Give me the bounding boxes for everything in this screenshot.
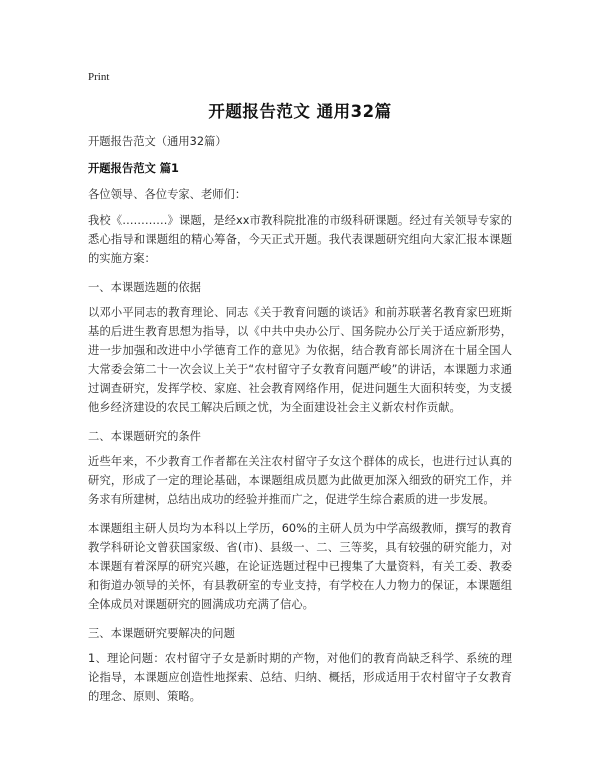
- document-body: [88, 132, 512, 716]
- page-title: 开题报告范文 通用32篇: [208, 102, 392, 121]
- paragraph-2: 近些年来，不少教育工作者都在关注农村留守子女这个群体的成长，也进行过认真的研究，形成了一定的理论基础，本课题组成员愿为此做更加深入细致的研究工作，并务求有所建树，总结出成功的经验并推而广之，促进学生综合素质的进一步发展。: [88, 455, 512, 506]
- intro-paragraph: 我校《…………》课题，是经xx市教科院批准的市级科研课题。经过有关领导专家的悉心指导和课题组的精心筹备，今天正式开题。我代表课题研究组向大家汇报本课题的实施方案：: [88, 214, 512, 265]
- heading-3: 三、本课题研究要解决的问题: [88, 627, 235, 640]
- document-subtitle: 开题报告范文（通用32篇）: [88, 135, 227, 148]
- heading-1: 一、本课题选题的依据: [88, 281, 201, 294]
- heading-2: 二、本课题研究的条件: [88, 430, 201, 443]
- paragraph-1: 以邓小平同志的教育理论、同志《关于教育问题的谈话》和前苏联著名教育家巴班斯基的后进生教育思想为指导，以《中共中央办公厅、国务院办公厅关于适应新形势，进一步加强和改进中小学德育工作的意见》为依据，结合教育部长周济在十届全国人大常委会第二十一次会议上关于“农村留守子女教育问题严峻”的讲话，本课题力求通过调查研究，发挥学校、家庭、社会教育网络作用，促进问题生大面积转变，为支援他乡经济建设的农民工解决后顾之忧，为全面建设社会主义新农村作贡献。: [88, 306, 512, 414]
- print-label[interactable]: Print: [88, 71, 110, 83]
- paragraph-4: 1、理论问题：农村留守子女是新时期的产物，对他们的教育尚缺乏科学、系统的理论指导，本课题应创造性地探索、总结、归纳、概括，形成适用于农村留守子女教育的理念、原则、策略。: [88, 652, 512, 703]
- paragraph-3: 本课题组主研人员均为本科以上学历，60%的主研人员为中学高级教师，撰写的教育教学科研论文曾获国家级、省(市)、县级一、二、三等奖，具有较强的研究能力，对本课题有着深厚的研究兴趣，在论证选题过程中已搜集了大量资料，有关工委、教委和街道办领导的关怀，有县教研室的专业支持，有学校在人力物力的保证，本课题组全体成员对课题研究的圆满成功充满了信心。: [88, 522, 512, 611]
- section-title: 开题报告范文 篇1: [88, 162, 179, 175]
- greeting: 各位领导、各位专家、老师们：: [88, 188, 247, 201]
